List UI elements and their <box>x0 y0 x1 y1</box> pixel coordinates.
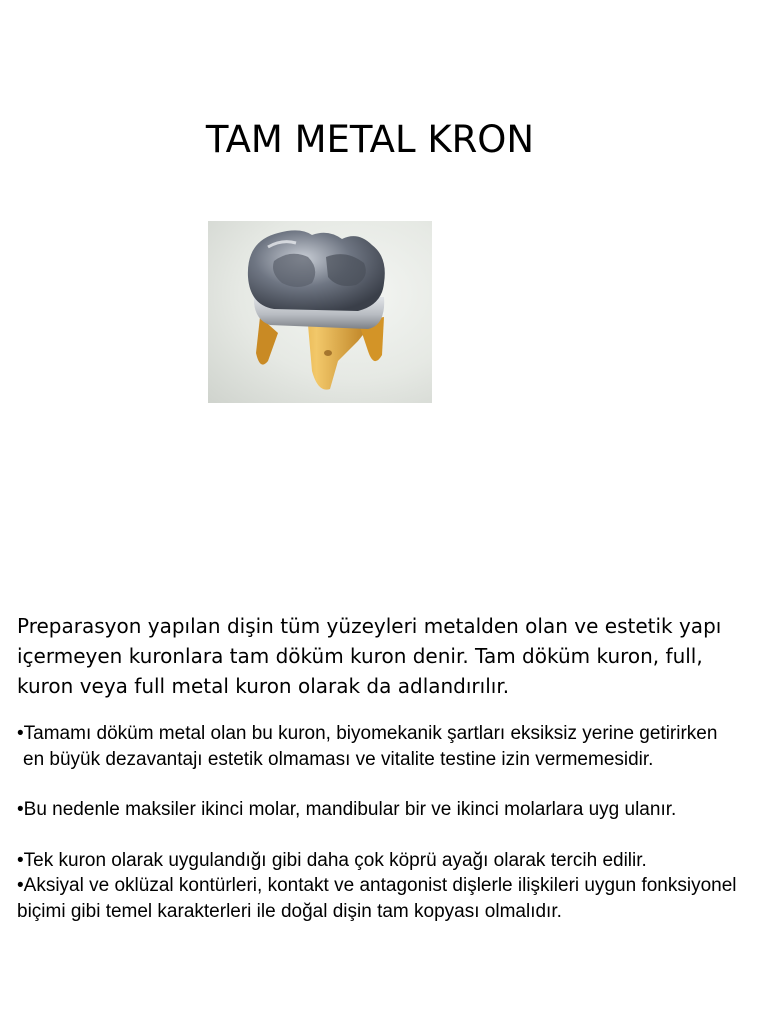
bullet-list <box>17 721 743 924</box>
bullet-item: •Tek kuron olarak uygulandığı gibi daha çok köprü ayağı olarak tercih edilir. <box>17 849 647 871</box>
bullet-item: •Aksiyal ve oklüzal kontürleri, kontakt ve antagonist dişlerle ilişkileri uygun fonksiyonel biçimi gibi temel karakterleri ile doğal dişin tam kopyası olmalıdır. <box>17 875 737 922</box>
bullet-item: •Tamamı döküm metal olan bu kuron, biyomekanik şartları eksiksiz yerine getirirken en büyük dezavantajı estetik olmaması ve vitalite testine izin vermemesidir. <box>17 723 718 770</box>
bullet-item: •Bu nedenle maksiler ikinci molar, mandibular bir ve ikinci molarlara uyg ulanır. <box>17 799 677 820</box>
slide-title: TAM METAL KRON <box>205 118 535 161</box>
intro-paragraph: Preparasyon yapılan dişin tüm yüzeyleri metalden olan ve estetik yapı içermeyen kuronlara tam döküm kuron denir. Tam döküm kuron, full, kuron veya full metal kuron olarak da adlandırılır. <box>17 614 722 698</box>
metal-crown-icon <box>208 221 432 403</box>
crown-photo <box>208 221 432 403</box>
